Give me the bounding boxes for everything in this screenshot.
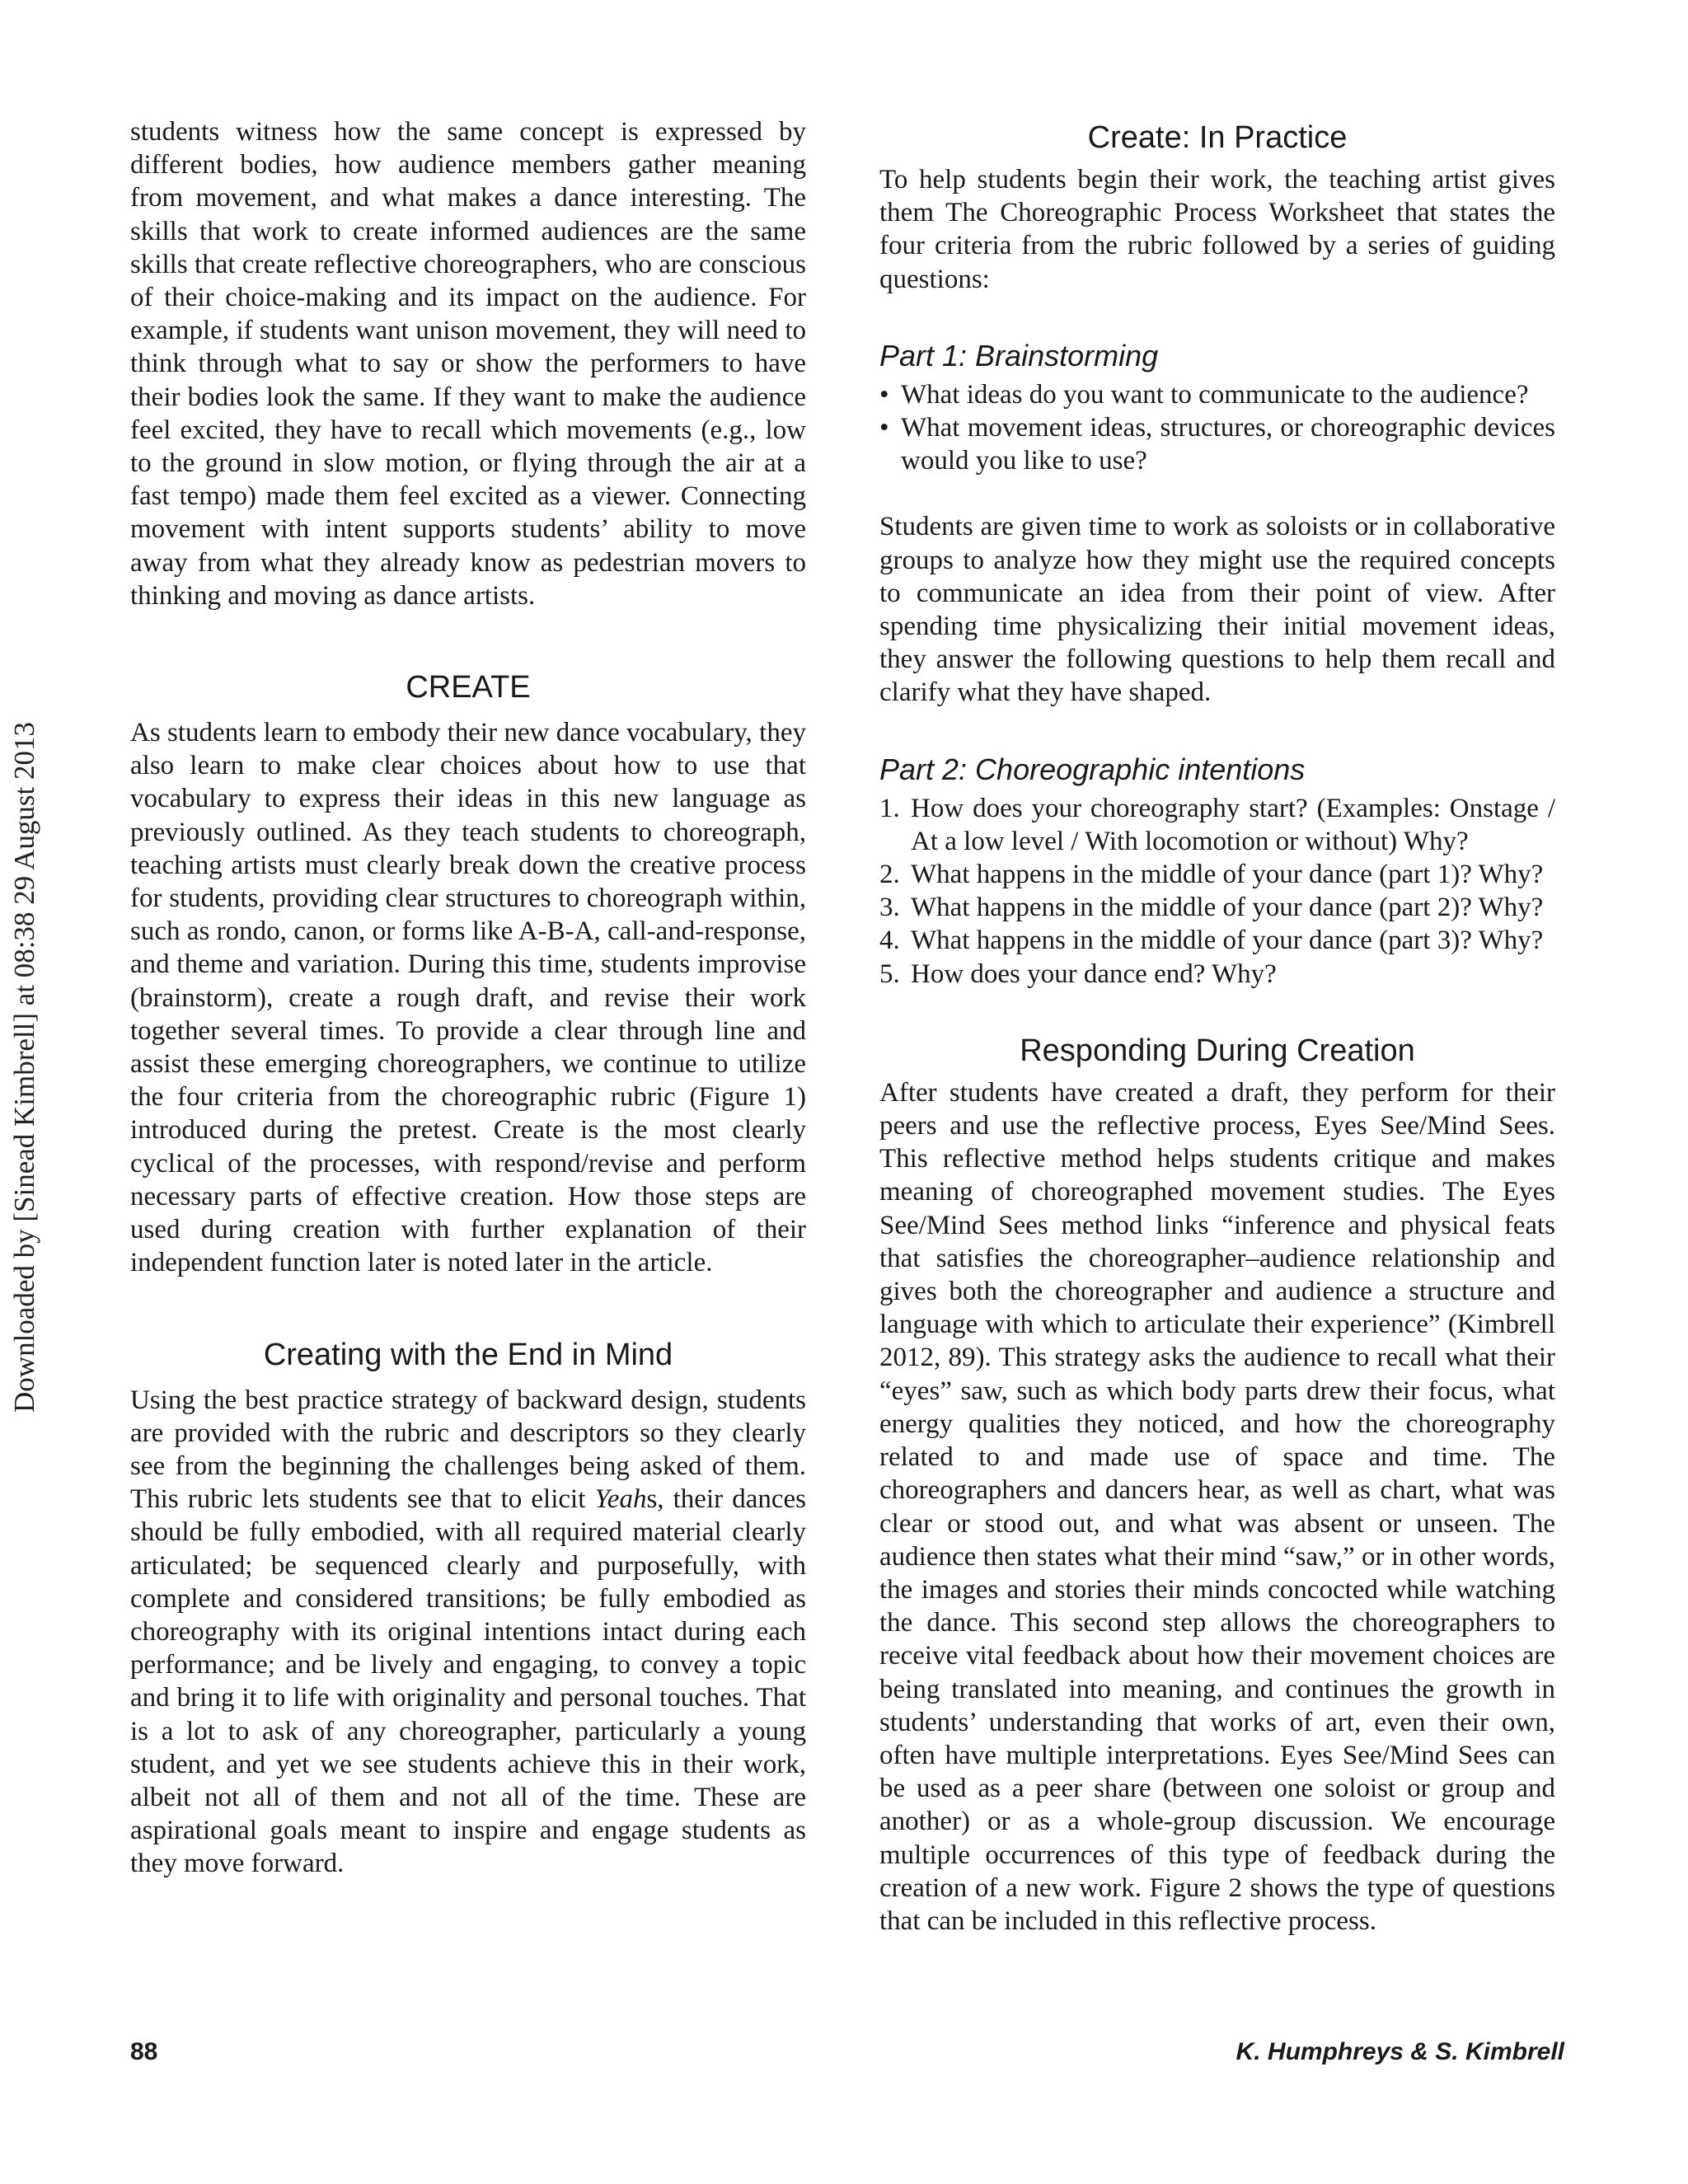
end-in-mind-paragraph xyxy=(130,1384,806,1881)
create-heading: CREATE xyxy=(406,670,531,705)
left-column xyxy=(130,115,806,1881)
end-para-part-a: Using the best practice strategy of backward design, students are provided with the rubric and descriptors so they clearly see from the beginning the challenges being asked of them. This rubric lets students see that to elicit xyxy=(130,1385,806,1515)
list-item: 1. How does your choreography start? (Examples: Onstage / At a low level / With locomotion or without) Why? xyxy=(879,793,1555,856)
part2-question-list xyxy=(879,792,1555,991)
part2-heading: Part 2: Choreographic intentions xyxy=(879,752,1306,786)
intro-paragraph: students witness how the same concept is expressed by different bodies, how audience members gather meaning from movement, and what makes a dance interesting. The skills that work to create informed audiences are the same skills that create reflective choreographers, who are conscious of their choice-making and its impact on the audience. For example, if students want unison movement, they will need to think through what to say or show the performers to have their bodies look the same. If they want to make the audience feel excited, they have to recall which movements (e.g., low to the ground in slow motion, or flying through the air at a fast tempo) made them feel excited as a viewer. Connecting movement with intent supports students’ ability to move away from what they already know as pedestrian movers to thinking and moving as dance artists. xyxy=(130,117,806,611)
end-in-mind-heading: Creating with the End in Mind xyxy=(263,1337,673,1372)
page-number: 88 xyxy=(130,2038,158,2065)
bullet-marker: • xyxy=(879,379,889,410)
responding-paragraph: After students have created a draft, they perform for their peers and use the reflective process, Eyes See/Mind Sees. This reflective method helps students critique and makes meaning of choreographed movement studies. The Eyes See/Mind Sees method links “inference and physical feats that satisfies the choreographer–audience relationship and gives both the choreographer and audience a structure and language with which to articulate their experience” (Kimbrell 2012, 89). This strategy asks the audience to recall what their “eyes” saw, such as which body parts drew their focus, what energy qualities they noticed, and how the choreography related to and made use of space and time. The choreographers and dancers hear, as well as chart, what was clear or stood out, and what was absent or unseen. The audience then states what their mind “saw,” or in other words, the images and stories their minds concocted while watching the dance. This second step allows the choreographers to receive vital feedback about how their movement choices are being translated into meaning, and continues the growth in students’ understanding that works of art, even their own, often have multiple interpretations. Eyes See/Mind Sees can be used as a peer share (between one soloist or group and another) or as a whole-group discussion. We encourage multiple occurrences of this type of feedback during the creation of a new work. Figure 2 shows the type of questions that can be included in this reflective process. xyxy=(879,1077,1555,1936)
part1-question-list xyxy=(879,378,1555,478)
list-item: 3. What happens in the middle of your dance (part 2)? Why? xyxy=(879,893,1544,923)
mid-paragraph: Students are given time to work as soloists or in collaborative groups to analyze how they might use the required concepts to communicate an idea from their point of view. After spending time physicalizing their initial movement ideas, they answer the following questions to help them recall and clarify what they have shaped. xyxy=(879,512,1555,708)
create-paragraph: As students learn to embody their new dance vocabulary, they also learn to make clear choices about how to use that vocabulary to express their ideas in this new language as previously outlined. As they teach students to choreograph, teaching artists must clearly break down the creative process for students, providing clear structures to choreograph within, such as rondo, canon, or forms like A-B-A, call-and-response, and theme and variation. During this time, students improvise (brainstorm), create a rough draft, and revise their work together several times. To provide a clear through line and assist these emerging choreographers, we continue to utilize the four criteria from the choreographic rubric (Figure 1) introduced during the pretest. Create is the most clearly cyclical of the processes, with respond/revise and perform necessary parts of effective creation. How those steps are used during creation with further explanation of their independent function later is noted later in the article. xyxy=(130,718,806,1278)
list-item: • What movement ideas, structures, or choreographic devices would you like to use? xyxy=(879,413,1555,476)
list-item: 4. What happens in the middle of your dance (part 3)? Why? xyxy=(879,926,1544,956)
in-practice-heading: Create: In Practice xyxy=(1087,120,1348,155)
part1-heading: Part 1: Brainstorming xyxy=(879,338,1159,373)
running-footer-authors: K. Humphreys & S. Kimbrell xyxy=(1236,2038,1564,2065)
yeah-emphasis: Yeah xyxy=(594,1484,647,1515)
list-item: • What ideas do you want to communicate to the audience? xyxy=(879,378,1555,411)
responding-heading: Responding During Creation xyxy=(1020,1033,1415,1068)
list-item: 2. What happens in the middle of your dance (part 1)? Why? xyxy=(879,860,1544,890)
list-item: 5. How does your dance end? Why? xyxy=(879,958,1277,989)
download-watermark: Downloaded by [Sinead Kimbrell] at 08:38 29 August 2013 xyxy=(8,722,40,1413)
end-para-part-b: s, their dances should be fully embodied, with all required material clearly articulated; be sequenced clearly and purposefully, with complete and considered transitions; be fully embodied as choreography with its original intentions intact during each performance; and be lively and engaging, to convey a topic and bring it to life with originality and personal touches. That is a lot to ask of any choreographer, particularly a young student, and yet we see students achieve this in their work, albeit not all of them and not all of the time. These are aspirational goals meant to inspire and engage students as they move forward. xyxy=(130,1484,806,1879)
right-column xyxy=(879,117,1555,1938)
bullet-marker: • xyxy=(879,413,889,443)
in-practice-paragraph: To help students begin their work, the teaching artist gives them The Choreographic Process Worksheet that states the four criteria from the rubric followed by a series of guiding questions: xyxy=(879,165,1555,294)
